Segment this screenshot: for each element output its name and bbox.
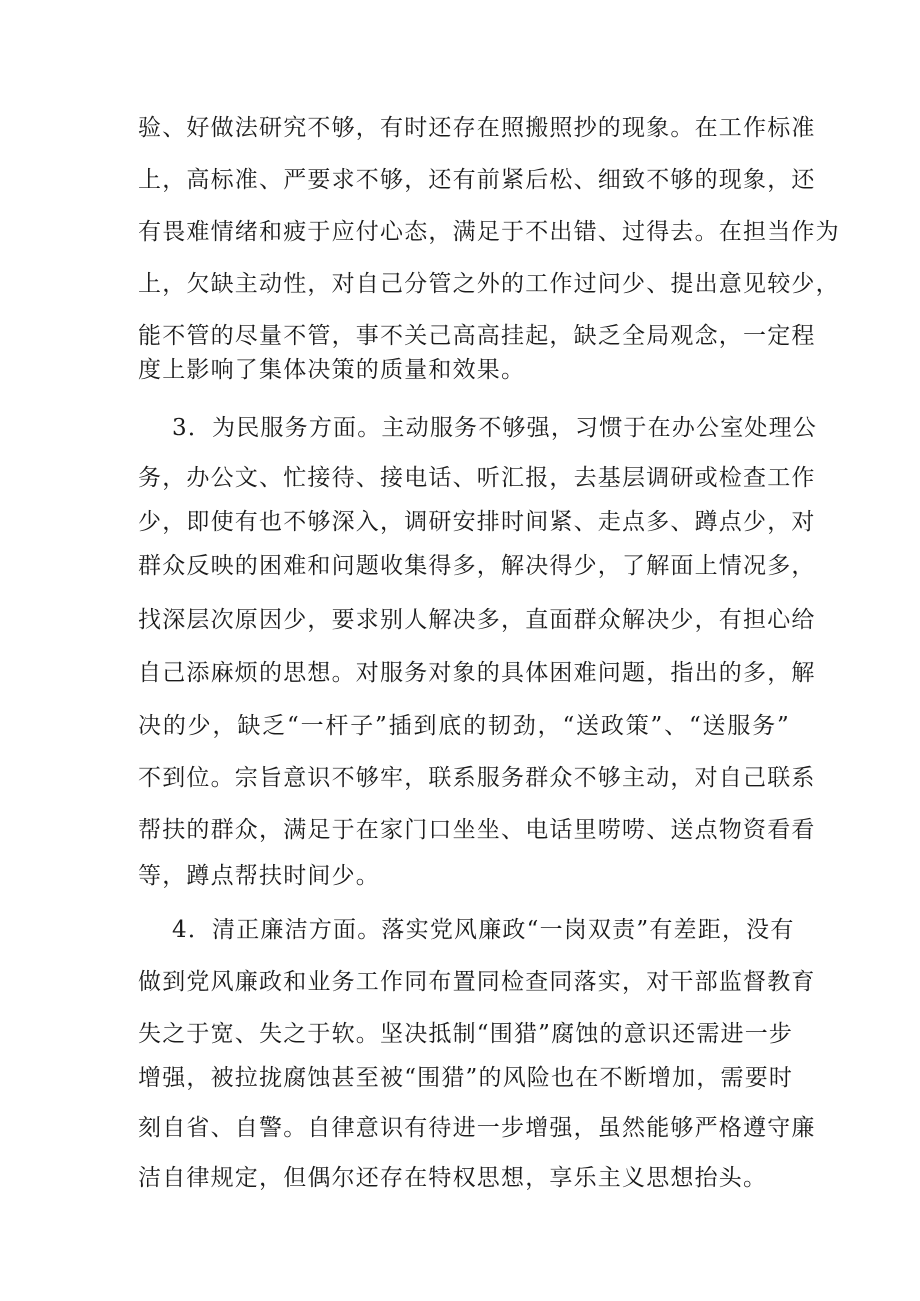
paragraph-line: 上，欠缺主动性，对自己分管之外的工作过问少、提出意见较少， bbox=[138, 271, 840, 297]
paragraph-line: 能不管的尽量不管，事不关己高高挂起，缺乏全局观念，一定程 bbox=[138, 323, 816, 349]
paragraph-line: 不到位。宗旨意识不够牢，联系服务群众不够主动，对自己联系 bbox=[138, 765, 816, 791]
paragraph-line: 少，即使有也不够深入，调研安排时间紧、走点多、蹲点少，对 bbox=[138, 509, 816, 535]
paragraph-line: 决的少，缺乏“一杆子”插到底的韧劲，“送政策”、“送服务” bbox=[138, 713, 790, 739]
paragraph-line: 找深层次原因少，要求别人解决多，直面群众解决少，有担心给 bbox=[138, 607, 816, 633]
paragraph-line: 洁自律规定，但偶尔还存在特权思想，享乐主义思想抬头。 bbox=[138, 1165, 768, 1191]
paragraph-line: 群众反映的困难和问题收集得多，解决得少，了解面上情况多， bbox=[138, 553, 816, 579]
paragraph-line: 刻自省、自警。自律意识有待进一步增强，虽然能够严格遵守廉 bbox=[138, 1115, 816, 1141]
paragraph-line: 失之于宽、失之于软。坚决抵制“围猎”腐蚀的意识还需进一步 bbox=[138, 1021, 794, 1047]
paragraph-line: 增强，被拉拢腐蚀甚至被“围猎”的风险也在不断增加，需要时 bbox=[138, 1065, 794, 1091]
paragraph-line: 等，蹲点帮扶时间少。 bbox=[138, 863, 380, 889]
paragraph-first-line: 4．清正廉洁方面。落实党风廉政“一岗双责”有差距，没有 bbox=[172, 917, 795, 943]
paragraph-first-line: 3．为民服务方面。主动服务不够强，习惯于在办公室处理公 bbox=[172, 415, 818, 441]
paragraph-line: 验、好做法研究不够，有时还存在照搬照抄的现象。在工作标准 bbox=[138, 115, 816, 141]
paragraph-line: 度上影响了集体决策的质量和效果。 bbox=[138, 357, 526, 383]
paragraph-line: 自己添麻烦的思想。对服务对象的具体困难问题，指出的多，解 bbox=[138, 660, 816, 686]
paragraph-line: 上，高标准、严要求不够，还有前紧后松、细致不够的现象，还 bbox=[138, 167, 816, 193]
paragraph-line: 做到党风廉政和业务工作同布置同检查同落实，对干部监督教育 bbox=[138, 969, 816, 995]
paragraph-line: 有畏难情绪和疲于应付心态，满足于不出错、过得去。在担当作为 bbox=[138, 219, 840, 245]
paragraph-line: 帮扶的群众，满足于在家门口坐坐、电话里唠唠、送点物资看看 bbox=[138, 817, 816, 843]
paragraph-line: 务，办公文、忙接待、接电话、听汇报，去基层调研或检查工作 bbox=[138, 465, 816, 491]
